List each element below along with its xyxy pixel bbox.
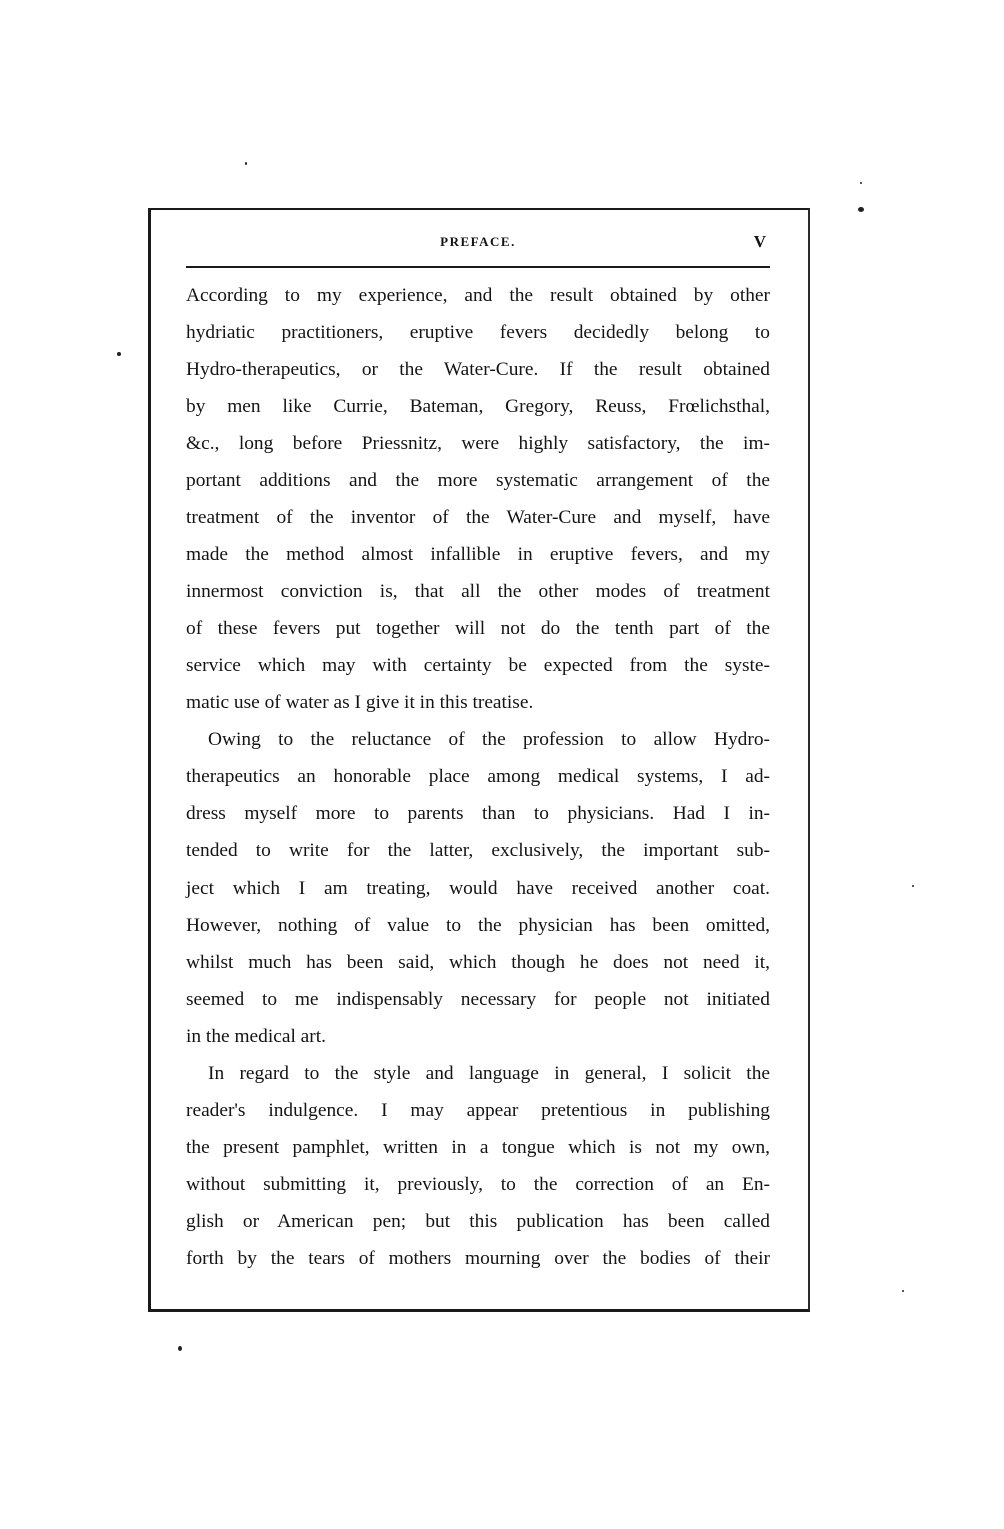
- text-line: Owing to the reluctance of the profession to allow Hydro-: [208, 729, 770, 751]
- text-line: innermost conviction is, that all the other modes of treatment: [186, 581, 770, 603]
- paragraph-1: [186, 277, 770, 721]
- text-line: the present pamphlet, written in a tongue which is not my own,: [186, 1136, 770, 1158]
- text-line: hydriatic practitioners, eruptive fevers decidedly belong to: [186, 322, 770, 344]
- text-line: in the medical art.: [186, 1025, 326, 1047]
- scan-speck: [178, 1346, 182, 1351]
- text-line: of these fevers put together will not do the tenth part of the: [186, 618, 770, 640]
- text-line: seemed to me indispensably necessary for people not initiated: [186, 988, 770, 1010]
- text-line: Hydro-therapeutics, or the Water-Cure. If the result obtained: [186, 359, 770, 381]
- scan-speck: [117, 352, 121, 356]
- running-title: PREFACE.: [440, 234, 516, 249]
- text-line: by men like Currie, Bateman, Gregory, Reuss, Frœlichsthal,: [186, 396, 770, 418]
- text-line: forth by the tears of mothers mourning over the bodies of their: [186, 1247, 770, 1269]
- header-rule: [186, 266, 770, 268]
- scan-speck: [902, 1290, 904, 1292]
- text-line: therapeutics an honorable place among medical systems, I ad-: [186, 766, 770, 788]
- text-line: glish or American pen; but this publication has been called: [186, 1210, 770, 1232]
- text-line: dress myself more to parents than to physicians. Had I in-: [186, 803, 770, 825]
- paragraph-3: [186, 1055, 770, 1277]
- text-line: However, nothing of value to the physician has been omitted,: [186, 914, 770, 936]
- text-line: tended to write for the latter, exclusively, the important sub-: [186, 840, 770, 862]
- page-header: [186, 230, 770, 254]
- scan-speck: [858, 207, 864, 212]
- text-line: treatment of the inventor of the Water-Cure and myself, have: [186, 507, 770, 529]
- body-text: [186, 277, 770, 1277]
- text-line: service which may with certainty be expected from the syste-: [186, 655, 770, 677]
- text-line: ject which I am treating, would have received another coat.: [186, 877, 770, 899]
- paragraph-2: [186, 721, 770, 1054]
- text-line: matic use of water as I give it in this treatise.: [186, 692, 534, 714]
- text-line: In regard to the style and language in general, I solicit the: [208, 1062, 770, 1084]
- scan-speck: [860, 182, 862, 184]
- text-line: portant additions and the more systematic arrangement of the: [186, 470, 770, 492]
- scan-speck: [912, 885, 914, 887]
- page-number: V: [753, 232, 766, 251]
- text-line: made the method almost infallible in eruptive fevers, and my: [186, 544, 770, 566]
- scan-speck: [245, 162, 247, 165]
- text-line: &c., long before Priessnitz, were highly satisfactory, the im-: [186, 433, 770, 455]
- text-line: without submitting it, previously, to the correction of an En-: [186, 1173, 770, 1195]
- text-line: According to my experience, and the result obtained by other: [186, 285, 770, 306]
- text-line: whilst much has been said, which though he does not need it,: [186, 951, 770, 973]
- text-line: reader's indulgence. I may appear pretentious in publishing: [186, 1099, 770, 1121]
